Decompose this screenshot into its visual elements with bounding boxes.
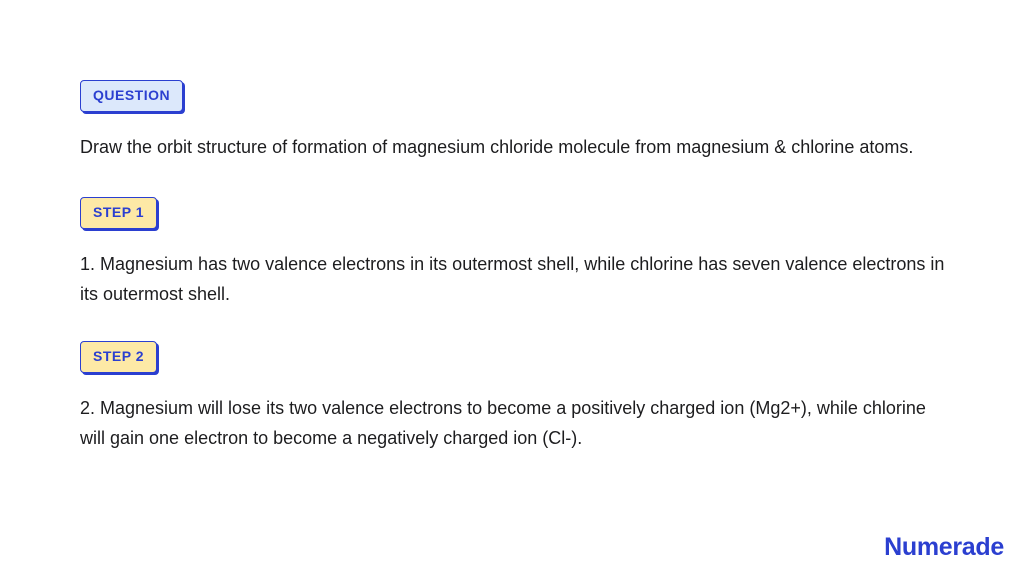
step-1-text: 1. Magnesium has two valence electrons in its outermost shell, while chlorine has seven valence electrons in its outermost shell.	[80, 254, 945, 304]
step-1-badge: STEP 1	[80, 197, 157, 229]
question-text: Draw the orbit structure of formation of magnesium chloride molecule from magnesium & chlorine atoms.	[80, 137, 914, 157]
question-badge: QUESTION	[80, 80, 183, 112]
step-2-badge: STEP 2	[80, 341, 157, 373]
step-2-text: 2. Magnesium will lose its two valence electrons to become a positively charged ion (Mg2+), while chlorine will gain one electron to become a negatively charged ion (Cl-).	[80, 398, 926, 448]
numerade-logo: Numerade	[884, 533, 1004, 561]
